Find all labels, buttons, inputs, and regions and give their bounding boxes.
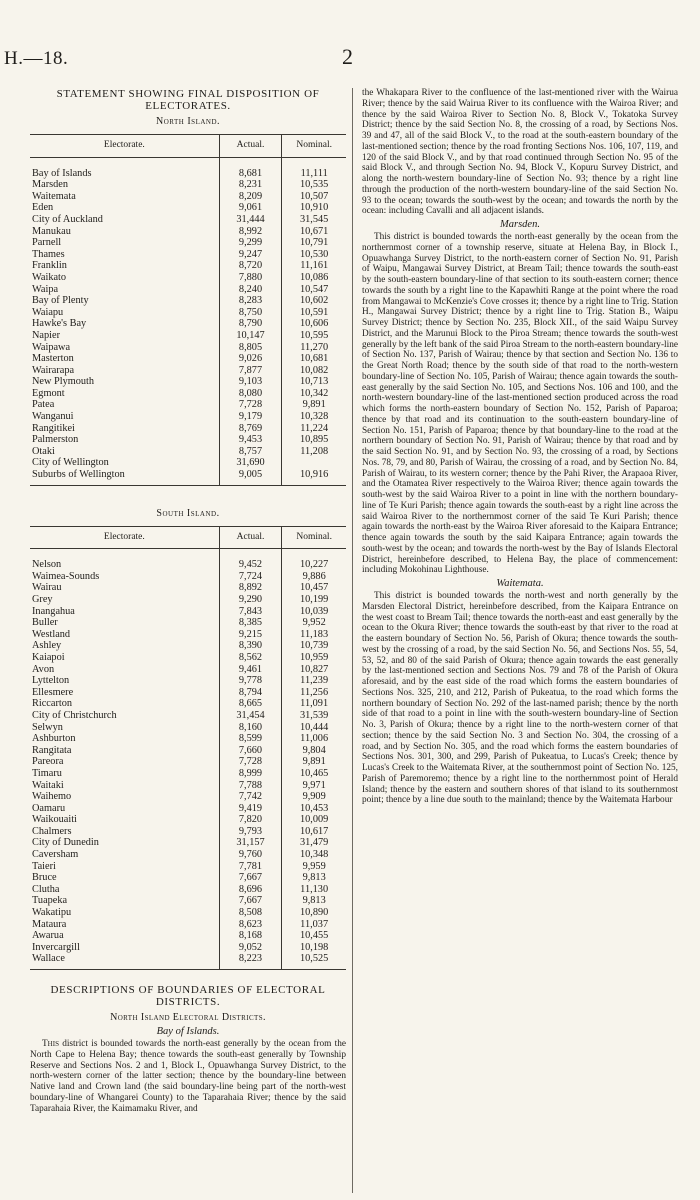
electorate-name: Wallace: [30, 953, 219, 969]
actual-value: 7,788: [219, 780, 282, 792]
nominal-value: 31,545: [299, 213, 329, 225]
nominal-value: 11,270: [300, 341, 329, 353]
actual-value: 8,805: [219, 342, 282, 354]
table-row: [30, 330, 346, 342]
nominal-value: 9,959: [302, 860, 326, 872]
table-row: [30, 803, 346, 815]
descriptions-title: DESCRIPTIONS OF BOUNDARIES OF ELECTORAL DISTRICTS.: [50, 984, 326, 1008]
nominal-value: 10,591: [299, 306, 329, 318]
table-row: [30, 710, 346, 722]
table-row: [30, 826, 346, 838]
table-row: [30, 756, 346, 768]
nominal-value: 10,959: [299, 651, 329, 663]
actual-value: 8,390: [219, 640, 282, 652]
actual-value: 9,760: [219, 849, 282, 861]
nominal-value: 9,813: [302, 872, 326, 884]
nominal-value: 9,891: [302, 756, 326, 768]
nominal-value: 10,895: [299, 434, 329, 446]
column-header-actual: Actual.: [219, 526, 282, 549]
electorate-name: Waipawa: [30, 342, 219, 354]
nominal-value: 11,130: [300, 883, 329, 895]
actual-value: 8,750: [219, 307, 282, 319]
electorate-name: Franklin: [30, 260, 219, 272]
nominal-value: 10,348: [299, 849, 329, 861]
nominal-value: 10,530: [299, 248, 329, 260]
actual-value: 8,892: [219, 582, 282, 594]
nominal-value: 10,617: [299, 825, 329, 837]
table-row: [30, 434, 346, 446]
electorate-name: Invercargill: [30, 942, 219, 954]
table-row: [30, 342, 346, 354]
nominal-value: 9,952: [302, 617, 326, 629]
electorate-name: Taieri: [30, 861, 219, 873]
nominal-value: 10,791: [299, 237, 329, 249]
electorate-name: Waipa: [30, 284, 219, 296]
nominal-value: 10,910: [299, 202, 329, 214]
electorate-name: Clutha: [30, 884, 219, 896]
actual-value: 7,820: [219, 814, 282, 826]
nominal-value: 10,713: [299, 376, 329, 388]
electorate-name: Waimea-Sounds: [30, 571, 219, 583]
actual-value: 9,419: [219, 803, 282, 815]
electorate-name: City of Dunedin: [30, 837, 219, 849]
electorate-name: Napier: [30, 330, 219, 342]
table-row: [30, 594, 346, 606]
table-row: [30, 733, 346, 745]
paragraph-waitemata: This district is bounded towards the north-west and north generally by the Marsden Electoral District, hereinbefore described, from the Kaipara Entrance on the west coast to Bream Tail; thence towards the north-east and east generally by the ocean to the Okura River; thence towards the south-east by that river to the road at the eastern boundary of Section No. 56, Parish of Okura; thence towards the south-west by the crossing of a road, by the said Section No. 56, and Sections Nos. 55, 54, 53, 52, and 80 of the said Parish of Okura; thence again towards the east generally by the last-mentioned section and Sections Nos. 79 and 78 of the Parish of Okura aforesaid, and by the east side of the road which forms the eastern boundaries of Sections Nos. 325, 210, and 212, Parish of Pukeatua, to the road which forms the northern boundary of Section No. 292 of the last-named parish; thence by the north side of that road to a point in line with the south-western boundary-line of Section No. 3, Parish of Okura; thence by a right line to the north-western corner of that section; thence by the said Section No. 3 and Section No. 304, the crossing of a road, and by Section No. 305, and the road which forms the eastern boundaries of Sections Nos. 301, 300, and 299, Parish of Pukeatua, to Lucas's Creek; thence by Lucas's Creek to the Waitemata River, at the southernmost point of Section No. 125, Parish of Paremoremo; thence by a right line to the northernmost point of Herald Island; thence by the eastern and southern shores of that island to its southernmost point; thence by a line due south to the mainland; thence by the Waitemata Harbour: [362, 591, 678, 806]
nominal-value: 10,547: [299, 283, 329, 295]
table-row: [30, 629, 346, 641]
actual-value: 31,454: [219, 710, 282, 722]
paragraph-marsden: This district is bounded towards the north-east generally by the ocean from the northernmost corner of a township reserve, situate at Helena Bay, in Block I., Opuawhanga Survey District, to the north-eastern corner of Section No. 91, Parish of Waipu, Mangawai Survey District, at Bream Tail; thence towards the south-east by the south-eastern boundary-line of that section to its south-eastern corner; thence towards the south by a right line to the Kapawhiti Range at the point where the road from Mangawai to McKenzie's Cove crosses it; thence by a right line to Trig. Station H., Mangawai Survey District; thence by a right line to Trig. Station B., Waipu Survey District; thence by Section No. 235, Block XII., of the said Waipu Survey District, and the Marunui Block to the Piroa Stream; thence towards the south-west generally by the left bank of the said Piroa Stream to the north-eastern boundary-line of Section No. 137, Parish of Wairau; thence by that section and Section No. 136 to the Great North Road; thence by the south side of that road to the north-western boundary-line of Section No. 105, Parish of Wairau; thence again towards the south-east generally by the said Section No. 105, and Sections Nos. 106 and 100, and the north-western boundary-line of the last-mentioned section produced across the road which forms the north-eastern boundary of Section No. 152, Parish of Paparoa; thence by that road and its continuation to the south-eastern boundary-line of Section No. 151, Parish of Paparoa; thence by that boundary-line to the road at the northern boundary of Section No. 91, Parish of Wairau; thence by that road and by the said Section No. 91, and by Section No. 93, the crossing of a road, by Sections Nos. 78, 79, and 80, Parish of Wairau, the crossing of a road, and by Section No. 84, Parish of Wairau, to its western corner; thence by the Pahi River, the Arapaoa River, and the Otamatea River respectively to the Wairoa River; thence again towards the south-west by the said Wairoa River to a point in line with the northern boundary-line of Te Kuri Parish; thence again towards the south-east by a right line across the said Wairoa River to the northernmost corner of the said Te Kuri Parish; thence again towards the north-east by the Wairoa River aforesaid to the Kaipara Entrance; thence again towards the south by the said Kaipara Entrance; again towards the south-west by the ocean; and towards the north-west by the Bay of Islands Electoral District, hereinbefore described, to Helena Bay, the place of commencement: including Mokohinau Lighthouse.: [362, 232, 678, 576]
electorate-name: Ashburton: [30, 733, 219, 745]
north-island-table: [30, 134, 346, 486]
two-column-body: [30, 88, 678, 1193]
electorate-name: Waikouaiti: [30, 814, 219, 826]
electorate-name: Thames: [30, 249, 219, 261]
nominal-value: 31,539: [299, 709, 329, 721]
table-row: [30, 191, 346, 203]
electorate-name: Otaki: [30, 446, 219, 458]
electorate-name: Tuapeka: [30, 895, 219, 907]
table-row: [30, 849, 346, 861]
table-row: [30, 942, 346, 954]
table-row: [30, 745, 346, 757]
actual-value: 8,168: [219, 930, 282, 942]
actual-value: 7,728: [219, 399, 282, 411]
electorate-name: Avon: [30, 664, 219, 676]
electorate-name: Eden: [30, 202, 219, 214]
table-row: [30, 617, 346, 629]
nominal-value: 11,239: [300, 675, 329, 687]
table-row: [30, 722, 346, 734]
actual-value: 9,026: [219, 353, 282, 365]
actual-value: 8,508: [219, 907, 282, 919]
actual-value: 7,742: [219, 791, 282, 803]
electorate-name: Bay of Plenty: [30, 295, 219, 307]
actual-value: 8,223: [219, 953, 282, 969]
electorate-name: Lyttelton: [30, 675, 219, 687]
descriptions-subtitle: North Island Electoral Districts.: [110, 1012, 266, 1023]
actual-value: 8,757: [219, 446, 282, 458]
document-code: H.—18.: [4, 48, 69, 69]
actual-value: 8,794: [219, 687, 282, 699]
actual-value: 7,728: [219, 756, 282, 768]
table-row: [30, 353, 346, 365]
table-row: [30, 423, 346, 435]
lead-word: This: [42, 1039, 59, 1049]
electorate-name: Patea: [30, 399, 219, 411]
south-island-table: [30, 526, 346, 970]
actual-value: 8,696: [219, 884, 282, 896]
paragraph-bay-of-islands-continued: the Whakapara River to the confluence of the last-mentioned river with the Wairua River; thence by the said Wairua River to its confluence with the Wairoa River; and thence by the said Wairoa River to Section No. 8, Block V., Tokatoka Survey District; thence by the said Section No. 8, the crossing of a road, by Sections Nos. 39 and 47, all of the said Block V., to the road at the south-eastern boundary of the last-mentioned section; thence by the road fronting Sections Nos. 106, 107, 119, and 120 of the said Block V., and by that road continued through Section No. 95 of the said Block V., and through Section No. 94, Block V., Kopuru Survey District, and along the north-western boundary-line of Section No. 93; thence by a right line through the production of the north-western boundary-line of the said Section No. 93 to the ocean; towards the south-west by the ocean; and towards the north by the ocean: including Cavalli and all adjacent islands.: [362, 88, 678, 217]
electorate-name: Hawke's Bay: [30, 318, 219, 330]
electorate-name: Pareora: [30, 756, 219, 768]
electorate-name: Nelson: [30, 559, 219, 571]
nominal-value: 10,457: [299, 582, 329, 594]
electorate-name: Suburbs of Wellington: [30, 469, 219, 485]
table-row: [30, 179, 346, 191]
electorate-name: Palmerston: [30, 434, 219, 446]
nominal-value: 11,037: [300, 918, 329, 930]
nominal-value: 11,208: [300, 445, 329, 457]
table-row: [30, 837, 346, 849]
table-row: [30, 895, 346, 907]
electorate-name: Selwyn: [30, 722, 219, 734]
column-header-nominal: Nominal.: [282, 526, 346, 549]
electorate-name: Kaiapoi: [30, 652, 219, 664]
table-row: [30, 606, 346, 618]
table-row: [30, 318, 346, 330]
table-row: [30, 168, 346, 180]
electorate-name: Wanganui: [30, 411, 219, 423]
nominal-value: 10,453: [299, 802, 329, 814]
nominal-value: 10,198: [299, 941, 329, 953]
nominal-value: 10,507: [299, 190, 329, 202]
column-divider: [352, 88, 353, 1193]
table-row: [30, 365, 346, 377]
nominal-value: 10,595: [299, 329, 329, 341]
table-row: [30, 388, 346, 400]
nominal-value: 9,886: [302, 570, 326, 582]
column-header-electorate: Electorate.: [30, 526, 219, 549]
nominal-value: 10,739: [299, 640, 329, 652]
table-row: [30, 237, 346, 249]
actual-value: 8,665: [219, 698, 282, 710]
electorate-name: Riccarton: [30, 698, 219, 710]
nominal-value: 10,009: [299, 814, 329, 826]
actual-value: 8,681: [219, 168, 282, 180]
nominal-value: 10,328: [299, 411, 329, 423]
actual-value: 10,147: [219, 330, 282, 342]
section-heading-bay-of-islands: Bay of Islands.: [156, 1026, 220, 1037]
table-row: [30, 272, 346, 284]
electorate-name: Waiapu: [30, 307, 219, 319]
north-island-rows: [30, 157, 346, 485]
actual-value: 8,992: [219, 226, 282, 238]
nominal-value: 11,224: [300, 422, 329, 434]
table-row: [30, 675, 346, 687]
electorate-name: Oamaru: [30, 803, 219, 815]
nominal-value: 11,091: [300, 698, 329, 710]
actual-value: 9,247: [219, 249, 282, 261]
table-row: [30, 571, 346, 583]
electorate-name: Waihemo: [30, 791, 219, 803]
section-heading-marsden: Marsden.: [500, 219, 540, 230]
table-row: [30, 260, 346, 272]
actual-value: 7,843: [219, 606, 282, 618]
table-row: [30, 814, 346, 826]
table-row: [30, 768, 346, 780]
nominal-value: 10,444: [299, 721, 329, 733]
actual-value: 7,724: [219, 571, 282, 583]
table-row: [30, 791, 346, 803]
table-row: [30, 907, 346, 919]
electorate-name: Wakatipu: [30, 907, 219, 919]
table-row: [30, 202, 346, 214]
actual-value: 7,781: [219, 861, 282, 873]
actual-value: 8,790: [219, 318, 282, 330]
electorate-name: Wairarapa: [30, 365, 219, 377]
table-row: [30, 469, 346, 485]
actual-value: 9,290: [219, 594, 282, 606]
actual-value: 31,444: [219, 214, 282, 226]
nominal-value: 10,602: [299, 295, 329, 307]
table-row: [30, 376, 346, 388]
left-column: [30, 88, 346, 1114]
electorate-name: Masterton: [30, 353, 219, 365]
actual-value: 31,690: [219, 457, 282, 469]
actual-value: 7,667: [219, 872, 282, 884]
electorate-name: Waitaki: [30, 780, 219, 792]
actual-value: 31,157: [219, 837, 282, 849]
nominal-value: 10,535: [299, 179, 329, 191]
actual-value: 9,103: [219, 376, 282, 388]
table-row: [30, 687, 346, 699]
electorate-name: Chalmers: [30, 826, 219, 838]
electorate-name: Egmont: [30, 388, 219, 400]
actual-value: 8,623: [219, 919, 282, 931]
table-row: [30, 698, 346, 710]
table-row: [30, 411, 346, 423]
nominal-value: 10,916: [282, 469, 346, 485]
nominal-value: 9,971: [302, 779, 326, 791]
table-row: [30, 399, 346, 411]
table-row: [30, 446, 346, 458]
column-header-electorate: Electorate.: [30, 135, 219, 158]
actual-value: 9,005: [219, 469, 282, 485]
electorate-name: Manukau: [30, 226, 219, 238]
nominal-value: 10,671: [299, 225, 329, 237]
electorate-name: Caversham: [30, 849, 219, 861]
nominal-value: 11,006: [300, 733, 329, 745]
electorate-name: Parnell: [30, 237, 219, 249]
table-row: [30, 640, 346, 652]
actual-value: 8,160: [219, 722, 282, 734]
nominal-value: 11,161: [300, 260, 329, 272]
actual-value: 8,283: [219, 295, 282, 307]
nominal-value: 10,525: [282, 953, 346, 969]
nominal-value: 9,804: [302, 744, 326, 756]
table-row: [30, 872, 346, 884]
actual-value: 9,052: [219, 942, 282, 954]
statement-title: STATEMENT SHOWING FINAL DISPOSITION OF ELECTORATES.: [56, 88, 320, 112]
electorate-name: Rangitata: [30, 745, 219, 757]
electorate-name: Timaru: [30, 768, 219, 780]
north-island-heading: North Island.: [155, 116, 221, 127]
table-row: [30, 559, 346, 571]
actual-value: 8,080: [219, 388, 282, 400]
actual-value: 8,562: [219, 652, 282, 664]
section-heading-waitemata: Waitemata.: [496, 578, 544, 589]
actual-value: 7,660: [219, 745, 282, 757]
electorate-name: Awarua: [30, 930, 219, 942]
electorate-name: Marsden: [30, 179, 219, 191]
nominal-value: 10,455: [299, 930, 329, 942]
table-row: [30, 664, 346, 676]
electorate-name: Grey: [30, 594, 219, 606]
nominal-value: 10,890: [299, 907, 329, 919]
actual-value: 8,599: [219, 733, 282, 745]
nominal-value: 10,086: [299, 271, 329, 283]
south-island-heading: South Island.: [156, 507, 220, 519]
actual-value: 8,385: [219, 617, 282, 629]
electorate-name: Bruce: [30, 872, 219, 884]
table-row: [30, 582, 346, 594]
nominal-value: 10,227: [299, 559, 329, 571]
electorate-name: Waikato: [30, 272, 219, 284]
right-column: [362, 88, 678, 806]
paragraph-text: district is bounded towards the north-east generally by the ocean from the North Cape to Helena Bay; thence towards the south-east generally by Township Reserve and Sections Nos. 2 and 1, Block I., Opuawhanga Survey District, to the north-western corner of the latter section; thence by the boundary-line between Native land and Crown land (the said boundary-line being part of the north-west boundary-line of Whangarei County) to the Taparahaia River; thence by the said Taparahaia River, the Kaimamaku River, and: [30, 1039, 346, 1114]
actual-value: 8,999: [219, 768, 282, 780]
table-row: [30, 457, 346, 469]
actual-value: 7,880: [219, 272, 282, 284]
electorate-name: Buller: [30, 617, 219, 629]
electorate-name: City of Wellington: [30, 457, 219, 469]
actual-value: 9,778: [219, 675, 282, 687]
table-row: [30, 226, 346, 238]
nominal-value: 10,827: [299, 663, 329, 675]
table-row: [30, 652, 346, 664]
table-row: [30, 884, 346, 896]
actual-value: 9,793: [219, 826, 282, 838]
electorate-name: Waitemata: [30, 191, 219, 203]
electorate-name: New Plymouth: [30, 376, 219, 388]
nominal-value: 31,479: [299, 837, 329, 849]
actual-value: 8,231: [219, 179, 282, 191]
electorate-name: Ashley: [30, 640, 219, 652]
electorate-name: City of Auckland: [30, 214, 219, 226]
nominal-value: 10,039: [299, 605, 329, 617]
nominal-value: 10,082: [299, 364, 329, 376]
nominal-value: 10,606: [299, 318, 329, 330]
actual-value: 8,209: [219, 191, 282, 203]
nominal-value: 10,342: [299, 387, 329, 399]
electorate-name: Bay of Islands: [30, 168, 219, 180]
table-row: [30, 953, 346, 969]
electorate-name: Westland: [30, 629, 219, 641]
column-header-nominal: Nominal.: [282, 135, 346, 158]
actual-value: 7,877: [219, 365, 282, 377]
paragraph-bay-of-islands: [30, 1039, 346, 1114]
electorate-name: City of Christchurch: [30, 710, 219, 722]
actual-value: 8,769: [219, 423, 282, 435]
actual-value: 9,461: [219, 664, 282, 676]
actual-value: 7,667: [219, 895, 282, 907]
actual-value: 8,240: [219, 284, 282, 296]
actual-value: 9,061: [219, 202, 282, 214]
electorate-name: Wairau: [30, 582, 219, 594]
page-number: 2: [342, 44, 353, 69]
nominal-value: [282, 457, 346, 469]
south-island-rows: [30, 549, 346, 970]
table-row: [30, 295, 346, 307]
table-row: [30, 780, 346, 792]
electorate-name: Inangahua: [30, 606, 219, 618]
table-row: [30, 284, 346, 296]
table-row: [30, 919, 346, 931]
actual-value: 9,179: [219, 411, 282, 423]
actual-value: 9,299: [219, 237, 282, 249]
actual-value: 8,720: [219, 260, 282, 272]
table-row: [30, 249, 346, 261]
actual-value: 9,215: [219, 629, 282, 641]
nominal-value: 11,111: [300, 167, 328, 179]
nominal-value: 10,199: [299, 594, 329, 605]
table-row: [30, 307, 346, 319]
nominal-value: 10,465: [299, 767, 329, 779]
nominal-value: 9,813: [302, 895, 326, 907]
table-row: [30, 930, 346, 942]
column-header-actual: Actual.: [219, 135, 282, 158]
electorate-name: Rangitikei: [30, 423, 219, 435]
nominal-value: 9,891: [302, 399, 326, 411]
nominal-value: 11,183: [300, 628, 329, 640]
actual-value: 9,452: [219, 559, 282, 571]
electorate-name: Mataura: [30, 919, 219, 931]
nominal-value: 11,256: [300, 686, 329, 698]
nominal-value: 9,909: [302, 791, 326, 803]
table-row: [30, 214, 346, 226]
nominal-value: 10,681: [299, 353, 329, 365]
actual-value: 9,453: [219, 434, 282, 446]
electorate-name: Ellesmere: [30, 687, 219, 699]
table-row: [30, 861, 346, 873]
